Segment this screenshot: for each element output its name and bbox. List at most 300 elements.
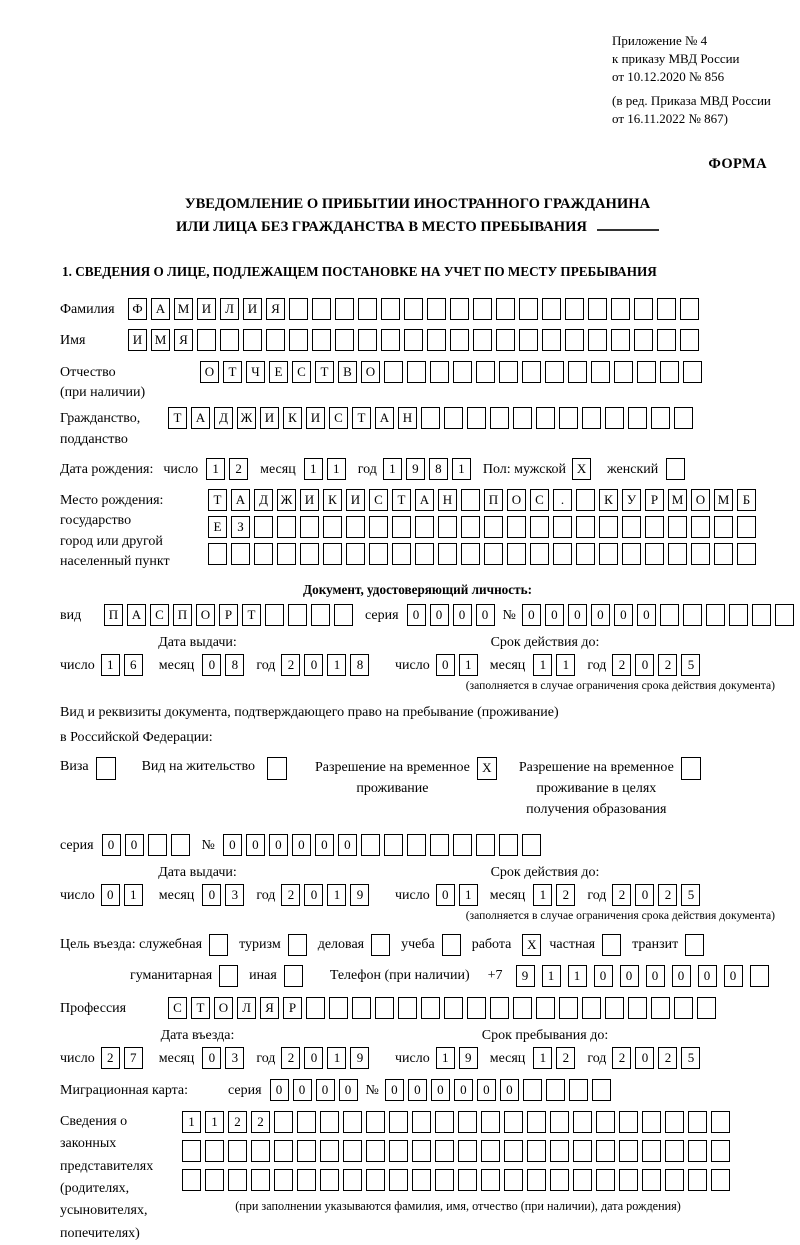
char-box[interactable] xyxy=(522,361,541,383)
char-box[interactable]: И xyxy=(197,298,216,320)
visa-checkbox[interactable] xyxy=(96,757,120,780)
char-box[interactable] xyxy=(657,329,676,351)
char-box[interactable]: 9 xyxy=(459,1047,478,1069)
char-box[interactable] xyxy=(182,1140,201,1162)
rd-expiry-day-input[interactable] xyxy=(436,884,482,906)
char-box[interactable] xyxy=(369,543,388,565)
char-box[interactable]: 2 xyxy=(658,1047,677,1069)
char-box[interactable] xyxy=(737,543,756,565)
char-box[interactable] xyxy=(231,543,250,565)
char-box[interactable] xyxy=(481,1140,500,1162)
char-box[interactable] xyxy=(619,1111,638,1133)
char-box[interactable]: 0 xyxy=(304,654,323,676)
char-box[interactable]: 0 xyxy=(102,834,121,856)
char-box[interactable] xyxy=(450,298,469,320)
char-box[interactable]: 9 xyxy=(350,884,369,906)
char-box[interactable] xyxy=(688,1169,707,1191)
char-box[interactable] xyxy=(412,1169,431,1191)
char-box[interactable]: А xyxy=(415,489,434,511)
char-box[interactable]: 0 xyxy=(476,604,495,626)
id-issue-month-input[interactable] xyxy=(202,654,248,676)
char-box[interactable]: 0 xyxy=(315,834,334,856)
char-box[interactable]: 0 xyxy=(385,1079,404,1101)
char-box[interactable]: 1 xyxy=(533,654,552,676)
char-box[interactable] xyxy=(605,407,624,429)
char-box[interactable] xyxy=(651,407,670,429)
stay-year-input[interactable] xyxy=(612,1047,704,1069)
char-box[interactable]: 0 xyxy=(500,1079,519,1101)
char-box[interactable]: 0 xyxy=(339,1079,358,1101)
purpose-other-checkbox[interactable] xyxy=(277,965,303,987)
char-box[interactable] xyxy=(504,1169,523,1191)
char-box[interactable] xyxy=(297,1169,316,1191)
char-box[interactable] xyxy=(335,298,354,320)
char-box[interactable] xyxy=(346,543,365,565)
char-box[interactable] xyxy=(254,516,273,538)
rvp-education-checkbox[interactable] xyxy=(681,757,705,780)
char-box[interactable] xyxy=(96,757,116,780)
char-box[interactable] xyxy=(596,1111,615,1133)
char-box[interactable]: О xyxy=(507,489,526,511)
char-box[interactable]: 1 xyxy=(533,1047,552,1069)
char-box[interactable] xyxy=(550,1111,569,1133)
char-box[interactable]: 5 xyxy=(681,1047,700,1069)
char-box[interactable] xyxy=(711,1111,730,1133)
char-box[interactable]: 0 xyxy=(202,884,221,906)
char-box[interactable] xyxy=(481,1111,500,1133)
char-box[interactable] xyxy=(320,1140,339,1162)
char-box[interactable] xyxy=(453,361,472,383)
char-box[interactable]: С xyxy=(292,361,311,383)
char-box[interactable] xyxy=(392,516,411,538)
char-box[interactable] xyxy=(284,965,303,987)
right-doc-series-input[interactable] xyxy=(102,834,194,856)
char-box[interactable] xyxy=(430,834,449,856)
char-box[interactable]: М xyxy=(714,489,733,511)
char-box[interactable]: 0 xyxy=(635,654,654,676)
char-box[interactable] xyxy=(458,1111,477,1133)
char-box[interactable]: И xyxy=(128,329,147,351)
char-box[interactable] xyxy=(688,1111,707,1133)
id-expiry-month-input[interactable] xyxy=(533,654,579,676)
char-box[interactable] xyxy=(288,934,307,956)
char-box[interactable] xyxy=(442,934,461,956)
char-box[interactable] xyxy=(634,329,653,351)
char-box[interactable] xyxy=(527,1111,546,1133)
doc-type-input[interactable] xyxy=(104,604,357,626)
char-box[interactable]: С xyxy=(530,489,549,511)
char-box[interactable]: 2 xyxy=(229,458,248,480)
char-box[interactable] xyxy=(573,1111,592,1133)
char-box[interactable] xyxy=(490,407,509,429)
char-box[interactable] xyxy=(219,965,238,987)
char-box[interactable] xyxy=(611,298,630,320)
char-box[interactable] xyxy=(343,1111,362,1133)
char-box[interactable] xyxy=(444,997,463,1019)
char-box[interactable] xyxy=(519,329,538,351)
char-box[interactable] xyxy=(645,543,664,565)
char-box[interactable] xyxy=(228,1140,247,1162)
char-box[interactable] xyxy=(666,458,685,480)
char-box[interactable] xyxy=(412,1111,431,1133)
char-box[interactable] xyxy=(209,934,228,956)
char-box[interactable] xyxy=(576,516,595,538)
char-box[interactable] xyxy=(504,1140,523,1162)
char-box[interactable] xyxy=(507,516,526,538)
char-box[interactable] xyxy=(680,298,699,320)
char-box[interactable]: 1 xyxy=(327,1047,346,1069)
char-box[interactable]: Т xyxy=(392,489,411,511)
char-box[interactable]: 0 xyxy=(430,604,449,626)
char-box[interactable]: 0 xyxy=(436,654,455,676)
char-box[interactable]: 0 xyxy=(635,1047,654,1069)
char-box[interactable] xyxy=(381,329,400,351)
char-box[interactable] xyxy=(415,543,434,565)
char-box[interactable] xyxy=(427,329,446,351)
char-box[interactable]: 2 xyxy=(251,1111,270,1133)
char-box[interactable] xyxy=(435,1111,454,1133)
char-box[interactable]: Н xyxy=(438,489,457,511)
char-box[interactable]: М xyxy=(174,298,193,320)
char-box[interactable] xyxy=(527,1169,546,1191)
char-box[interactable] xyxy=(565,298,584,320)
char-box[interactable] xyxy=(569,1079,588,1101)
char-box[interactable]: 0 xyxy=(522,604,541,626)
char-box[interactable]: 0 xyxy=(125,834,144,856)
char-box[interactable] xyxy=(490,997,509,1019)
char-box[interactable] xyxy=(642,1111,661,1133)
char-box[interactable] xyxy=(435,1169,454,1191)
char-box[interactable] xyxy=(220,329,239,351)
char-box[interactable] xyxy=(323,543,342,565)
char-box[interactable] xyxy=(642,1140,661,1162)
char-box[interactable]: С xyxy=(369,489,388,511)
sex-male-checkbox[interactable] xyxy=(572,458,595,480)
entry-month-input[interactable] xyxy=(202,1047,248,1069)
char-box[interactable]: 1 xyxy=(568,965,587,987)
purpose-tourism-checkbox[interactable] xyxy=(281,934,307,956)
char-box[interactable] xyxy=(775,604,794,626)
char-box[interactable] xyxy=(458,1140,477,1162)
char-box[interactable] xyxy=(412,1140,431,1162)
char-box[interactable] xyxy=(691,543,710,565)
char-box[interactable] xyxy=(596,1169,615,1191)
char-box[interactable] xyxy=(476,834,495,856)
char-box[interactable] xyxy=(536,407,555,429)
char-box[interactable]: X xyxy=(522,934,541,956)
char-box[interactable]: 2 xyxy=(101,1047,120,1069)
representatives-row2-input[interactable] xyxy=(182,1140,734,1162)
char-box[interactable] xyxy=(582,997,601,1019)
char-box[interactable]: 2 xyxy=(658,884,677,906)
right-doc-number-input[interactable] xyxy=(223,834,545,856)
char-box[interactable] xyxy=(611,329,630,351)
char-box[interactable] xyxy=(711,1169,730,1191)
char-box[interactable]: А xyxy=(375,407,394,429)
char-box[interactable]: 0 xyxy=(270,1079,289,1101)
char-box[interactable]: М xyxy=(668,489,687,511)
char-box[interactable] xyxy=(366,1111,385,1133)
char-box[interactable] xyxy=(404,298,423,320)
char-box[interactable]: 0 xyxy=(202,1047,221,1069)
char-box[interactable]: 0 xyxy=(698,965,717,987)
purpose-business-checkbox[interactable] xyxy=(364,934,390,956)
char-box[interactable]: 0 xyxy=(304,884,323,906)
char-box[interactable] xyxy=(637,361,656,383)
char-box[interactable] xyxy=(550,1140,569,1162)
char-box[interactable] xyxy=(706,604,725,626)
char-box[interactable] xyxy=(461,543,480,565)
char-box[interactable]: П xyxy=(104,604,123,626)
birth-month-input[interactable] xyxy=(304,458,350,480)
char-box[interactable] xyxy=(467,997,486,1019)
char-box[interactable]: 0 xyxy=(635,884,654,906)
char-box[interactable]: О xyxy=(200,361,219,383)
char-box[interactable] xyxy=(513,997,532,1019)
char-box[interactable]: З xyxy=(231,516,250,538)
char-box[interactable]: 0 xyxy=(304,1047,323,1069)
char-box[interactable]: 9 xyxy=(350,1047,369,1069)
char-box[interactable]: Ч xyxy=(246,361,265,383)
char-box[interactable] xyxy=(665,1169,684,1191)
char-box[interactable] xyxy=(289,298,308,320)
char-box[interactable] xyxy=(660,361,679,383)
migcard-series-input[interactable] xyxy=(270,1079,362,1101)
char-box[interactable]: 2 xyxy=(658,654,677,676)
char-box[interactable] xyxy=(438,543,457,565)
char-box[interactable]: 0 xyxy=(637,604,656,626)
representatives-row3-input[interactable] xyxy=(182,1169,734,1191)
char-box[interactable]: 2 xyxy=(556,1047,575,1069)
char-box[interactable]: 1 xyxy=(327,654,346,676)
representatives-row1-input[interactable] xyxy=(182,1111,734,1133)
char-box[interactable]: 0 xyxy=(620,965,639,987)
char-box[interactable] xyxy=(683,604,702,626)
stay-month-input[interactable] xyxy=(533,1047,579,1069)
char-box[interactable]: К xyxy=(283,407,302,429)
char-box[interactable]: X xyxy=(572,458,591,480)
char-box[interactable] xyxy=(484,516,503,538)
migcard-number-input[interactable] xyxy=(385,1079,615,1101)
char-box[interactable] xyxy=(197,329,216,351)
char-box[interactable] xyxy=(565,329,584,351)
char-box[interactable] xyxy=(527,1140,546,1162)
char-box[interactable]: П xyxy=(484,489,503,511)
char-box[interactable] xyxy=(634,298,653,320)
char-box[interactable] xyxy=(415,516,434,538)
char-box[interactable] xyxy=(522,834,541,856)
char-box[interactable] xyxy=(473,329,492,351)
char-box[interactable] xyxy=(582,407,601,429)
char-box[interactable] xyxy=(208,543,227,565)
char-box[interactable]: 0 xyxy=(202,654,221,676)
char-box[interactable]: 1 xyxy=(327,458,346,480)
char-box[interactable] xyxy=(714,543,733,565)
char-box[interactable] xyxy=(251,1140,270,1162)
char-box[interactable]: Т xyxy=(223,361,242,383)
char-box[interactable] xyxy=(435,1140,454,1162)
char-box[interactable] xyxy=(530,543,549,565)
char-box[interactable]: Н xyxy=(398,407,417,429)
char-box[interactable] xyxy=(665,1140,684,1162)
char-box[interactable]: 1 xyxy=(206,458,225,480)
char-box[interactable]: Я xyxy=(266,298,285,320)
char-box[interactable] xyxy=(714,516,733,538)
char-box[interactable]: 3 xyxy=(225,1047,244,1069)
entry-year-input[interactable] xyxy=(281,1047,373,1069)
char-box[interactable]: 0 xyxy=(724,965,743,987)
char-box[interactable]: 1 xyxy=(182,1111,201,1133)
char-box[interactable] xyxy=(320,1169,339,1191)
char-box[interactable]: П xyxy=(173,604,192,626)
char-box[interactable]: А xyxy=(191,407,210,429)
phone-input[interactable] xyxy=(509,965,769,987)
char-box[interactable] xyxy=(228,1169,247,1191)
char-box[interactable] xyxy=(467,407,486,429)
char-box[interactable]: И xyxy=(306,407,325,429)
rvp-checkbox[interactable] xyxy=(477,757,501,780)
char-box[interactable]: 9 xyxy=(516,965,535,987)
char-box[interactable]: К xyxy=(323,489,342,511)
char-box[interactable]: 2 xyxy=(556,884,575,906)
char-box[interactable] xyxy=(513,407,532,429)
char-box[interactable]: 0 xyxy=(436,884,455,906)
char-box[interactable] xyxy=(568,361,587,383)
birthplace-row3-input[interactable] xyxy=(208,543,760,565)
char-box[interactable] xyxy=(674,407,693,429)
char-box[interactable] xyxy=(523,1079,542,1101)
char-box[interactable]: 2 xyxy=(612,884,631,906)
char-box[interactable] xyxy=(628,997,647,1019)
char-box[interactable] xyxy=(553,543,572,565)
doc-series-input[interactable] xyxy=(407,604,499,626)
char-box[interactable]: Р xyxy=(283,997,302,1019)
char-box[interactable] xyxy=(427,298,446,320)
birth-day-input[interactable] xyxy=(206,458,252,480)
id-issue-day-input[interactable] xyxy=(101,654,147,676)
char-box[interactable] xyxy=(619,1169,638,1191)
char-box[interactable]: 1 xyxy=(459,884,478,906)
char-box[interactable]: Т xyxy=(208,489,227,511)
stay-day-input[interactable] xyxy=(436,1047,482,1069)
char-box[interactable]: 2 xyxy=(228,1111,247,1133)
char-box[interactable]: С xyxy=(168,997,187,1019)
char-box[interactable] xyxy=(361,834,380,856)
char-box[interactable] xyxy=(599,543,618,565)
char-box[interactable] xyxy=(407,834,426,856)
char-box[interactable] xyxy=(453,834,472,856)
char-box[interactable]: У xyxy=(622,489,641,511)
char-box[interactable]: 1 xyxy=(542,965,561,987)
char-box[interactable]: 1 xyxy=(304,458,323,480)
char-box[interactable] xyxy=(668,516,687,538)
char-box[interactable]: В xyxy=(338,361,357,383)
char-box[interactable]: 1 xyxy=(452,458,471,480)
entry-day-input[interactable] xyxy=(101,1047,147,1069)
char-box[interactable] xyxy=(444,407,463,429)
char-box[interactable] xyxy=(657,298,676,320)
char-box[interactable] xyxy=(750,965,769,987)
rd-expiry-year-input[interactable] xyxy=(612,884,704,906)
char-box[interactable]: Ж xyxy=(237,407,256,429)
char-box[interactable] xyxy=(352,997,371,1019)
char-box[interactable]: А xyxy=(127,604,146,626)
char-box[interactable] xyxy=(599,516,618,538)
char-box[interactable] xyxy=(665,1111,684,1133)
char-box[interactable]: 0 xyxy=(594,965,613,987)
char-box[interactable]: М xyxy=(151,329,170,351)
char-box[interactable] xyxy=(484,543,503,565)
char-box[interactable] xyxy=(588,298,607,320)
char-box[interactable]: Я xyxy=(260,997,279,1019)
char-box[interactable] xyxy=(499,834,518,856)
char-box[interactable]: Ж xyxy=(277,489,296,511)
char-box[interactable]: 0 xyxy=(568,604,587,626)
char-box[interactable]: 8 xyxy=(350,654,369,676)
char-box[interactable] xyxy=(752,604,771,626)
char-box[interactable] xyxy=(602,934,621,956)
rd-issue-day-input[interactable] xyxy=(101,884,147,906)
char-box[interactable] xyxy=(358,329,377,351)
surname-input[interactable] xyxy=(128,298,703,320)
char-box[interactable] xyxy=(266,329,285,351)
char-box[interactable] xyxy=(277,516,296,538)
char-box[interactable]: 0 xyxy=(407,604,426,626)
char-box[interactable] xyxy=(421,997,440,1019)
char-box[interactable] xyxy=(691,516,710,538)
char-box[interactable] xyxy=(323,516,342,538)
char-box[interactable] xyxy=(389,1111,408,1133)
char-box[interactable] xyxy=(576,543,595,565)
char-box[interactable] xyxy=(312,329,331,351)
char-box[interactable] xyxy=(596,1140,615,1162)
char-box[interactable] xyxy=(553,516,572,538)
char-box[interactable] xyxy=(622,516,641,538)
char-box[interactable]: 0 xyxy=(646,965,665,987)
char-box[interactable] xyxy=(542,298,561,320)
char-box[interactable] xyxy=(628,407,647,429)
char-box[interactable] xyxy=(346,516,365,538)
char-box[interactable] xyxy=(559,997,578,1019)
profession-input[interactable] xyxy=(168,997,720,1019)
char-box[interactable] xyxy=(251,1169,270,1191)
char-box[interactable]: О xyxy=(196,604,215,626)
char-box[interactable]: 0 xyxy=(591,604,610,626)
sex-female-checkbox[interactable] xyxy=(666,458,689,480)
char-box[interactable]: Д xyxy=(214,407,233,429)
char-box[interactable] xyxy=(274,1140,293,1162)
char-box[interactable]: О xyxy=(691,489,710,511)
char-box[interactable] xyxy=(588,329,607,351)
char-box[interactable]: 3 xyxy=(225,884,244,906)
char-box[interactable] xyxy=(148,834,167,856)
char-box[interactable] xyxy=(507,543,526,565)
char-box[interactable] xyxy=(438,516,457,538)
char-box[interactable]: И xyxy=(243,298,262,320)
char-box[interactable] xyxy=(358,298,377,320)
char-box[interactable]: 9 xyxy=(406,458,425,480)
char-box[interactable]: Я xyxy=(174,329,193,351)
char-box[interactable] xyxy=(592,1079,611,1101)
given-name-input[interactable] xyxy=(128,329,703,351)
char-box[interactable]: 8 xyxy=(429,458,448,480)
char-box[interactable] xyxy=(473,298,492,320)
char-box[interactable]: Л xyxy=(237,997,256,1019)
char-box[interactable]: Д xyxy=(254,489,273,511)
char-box[interactable] xyxy=(389,1169,408,1191)
char-box[interactable]: Р xyxy=(645,489,664,511)
char-box[interactable] xyxy=(645,516,664,538)
